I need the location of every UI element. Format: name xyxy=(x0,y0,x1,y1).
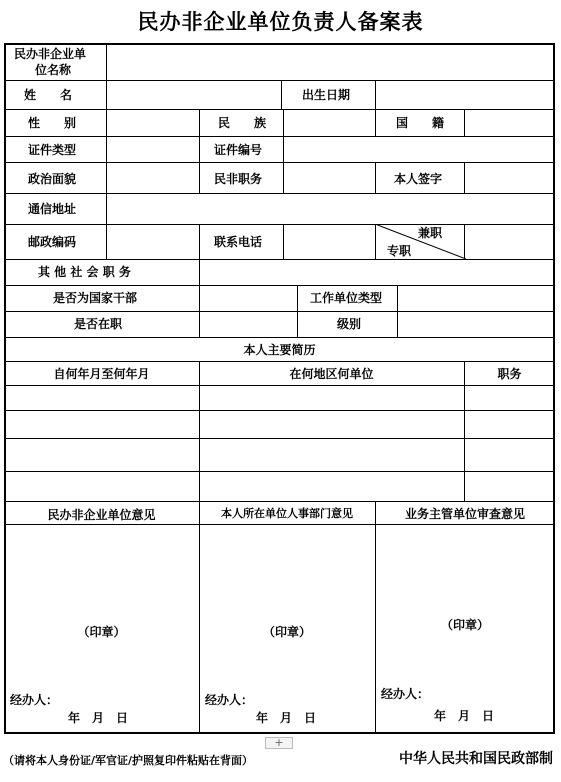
label-resume-period: 自何年月至何年月 xyxy=(53,367,150,381)
label-other-duties: 其 他 社 会 职 务 xyxy=(38,265,131,279)
col-line xyxy=(464,109,465,137)
seal-org: （印章） xyxy=(77,625,126,639)
handler-hr: 经办人： xyxy=(205,693,254,707)
label-political: 政治面貌 xyxy=(28,172,77,186)
label-id-number: 证件编号 xyxy=(214,143,263,157)
label-opinion-supervisor: 业务主管单位审查意见 xyxy=(404,507,525,521)
col-line xyxy=(283,109,284,194)
label-is-employed: 是否在职 xyxy=(74,317,123,331)
col-line xyxy=(375,80,376,110)
col-line xyxy=(397,311,398,338)
row-line xyxy=(4,80,555,81)
row-line xyxy=(4,471,555,472)
col-line xyxy=(106,80,107,260)
seal-supervisor: （印章） xyxy=(440,618,489,632)
col-line xyxy=(199,224,200,260)
row-line xyxy=(4,109,555,110)
row-line xyxy=(4,285,555,286)
label-id-type: 证件类型 xyxy=(28,143,77,157)
row-line xyxy=(4,136,555,137)
label-org-name-line1: 民办非企业单 xyxy=(14,47,87,61)
label-postcode: 邮政编码 xyxy=(28,235,77,249)
label-opinion-hr: 本人所在单位人事部门意见 xyxy=(221,507,353,520)
date-org: 年 月 日 xyxy=(68,711,129,725)
col-line xyxy=(199,361,200,502)
row-line xyxy=(4,311,555,312)
label-org-name-line2: 位名称 xyxy=(35,63,72,77)
seal-hr: （印章） xyxy=(262,625,311,639)
date-supervisor: 年 月 日 xyxy=(434,709,495,723)
label-nationality: 国 籍 xyxy=(396,116,445,130)
footer-issuer: 中华人民共和国民政部制 xyxy=(399,751,553,767)
date-hr: 年 月 日 xyxy=(256,711,317,725)
label-opinion-org: 民办非企业单位意见 xyxy=(47,508,156,522)
col-line xyxy=(281,80,282,110)
label-birth-date: 出生日期 xyxy=(302,88,351,102)
label-full-time: 专职 xyxy=(387,244,412,258)
col-line xyxy=(464,361,465,502)
handler-supervisor: 经办人： xyxy=(381,687,430,701)
row-line xyxy=(4,224,555,225)
row-line xyxy=(4,259,555,260)
add-row-button[interactable]: + xyxy=(265,737,293,749)
label-address: 通信地址 xyxy=(28,202,77,216)
col-line xyxy=(375,109,376,137)
handler-org: 经办人： xyxy=(10,693,59,707)
row-line xyxy=(4,162,555,163)
row-line xyxy=(4,193,555,194)
label-signature: 本人签字 xyxy=(394,172,443,186)
row-line xyxy=(4,501,555,502)
row-line xyxy=(4,361,555,362)
row-line xyxy=(4,438,555,439)
form-title: 民办非企业单位负责人备案表 xyxy=(137,9,424,34)
label-level: 级别 xyxy=(337,317,362,331)
col-line xyxy=(199,109,200,194)
col-line xyxy=(297,311,298,338)
label-resume-title: 本人主要简历 xyxy=(243,343,316,357)
label-ethnic: 民 族 xyxy=(218,116,267,130)
col-line xyxy=(375,162,376,194)
label-position: 民非职务 xyxy=(214,172,263,186)
row-line xyxy=(4,337,555,338)
row-line xyxy=(4,410,555,411)
label-resume-unit: 在何地区何单位 xyxy=(289,367,374,381)
label-gender: 性 别 xyxy=(28,116,77,130)
col-line xyxy=(199,259,200,338)
col-line xyxy=(283,224,284,260)
col-line xyxy=(106,43,107,82)
col-line xyxy=(199,501,200,734)
col-line xyxy=(397,285,398,312)
col-line xyxy=(464,162,465,194)
row-line xyxy=(4,385,555,386)
row-line xyxy=(4,524,555,525)
label-is-cadre: 是否为国家干部 xyxy=(53,291,138,305)
label-work-unit-type: 工作单位类型 xyxy=(310,291,383,305)
label-resume-duty: 职务 xyxy=(497,367,522,381)
label-name: 姓 名 xyxy=(24,88,73,102)
footer-note: （请将本人身份证/军官证/护照复印件粘贴在背面） xyxy=(3,754,254,767)
col-line xyxy=(297,285,298,312)
label-phone: 联系电话 xyxy=(214,235,263,249)
label-part-time: 兼职 xyxy=(418,226,443,240)
